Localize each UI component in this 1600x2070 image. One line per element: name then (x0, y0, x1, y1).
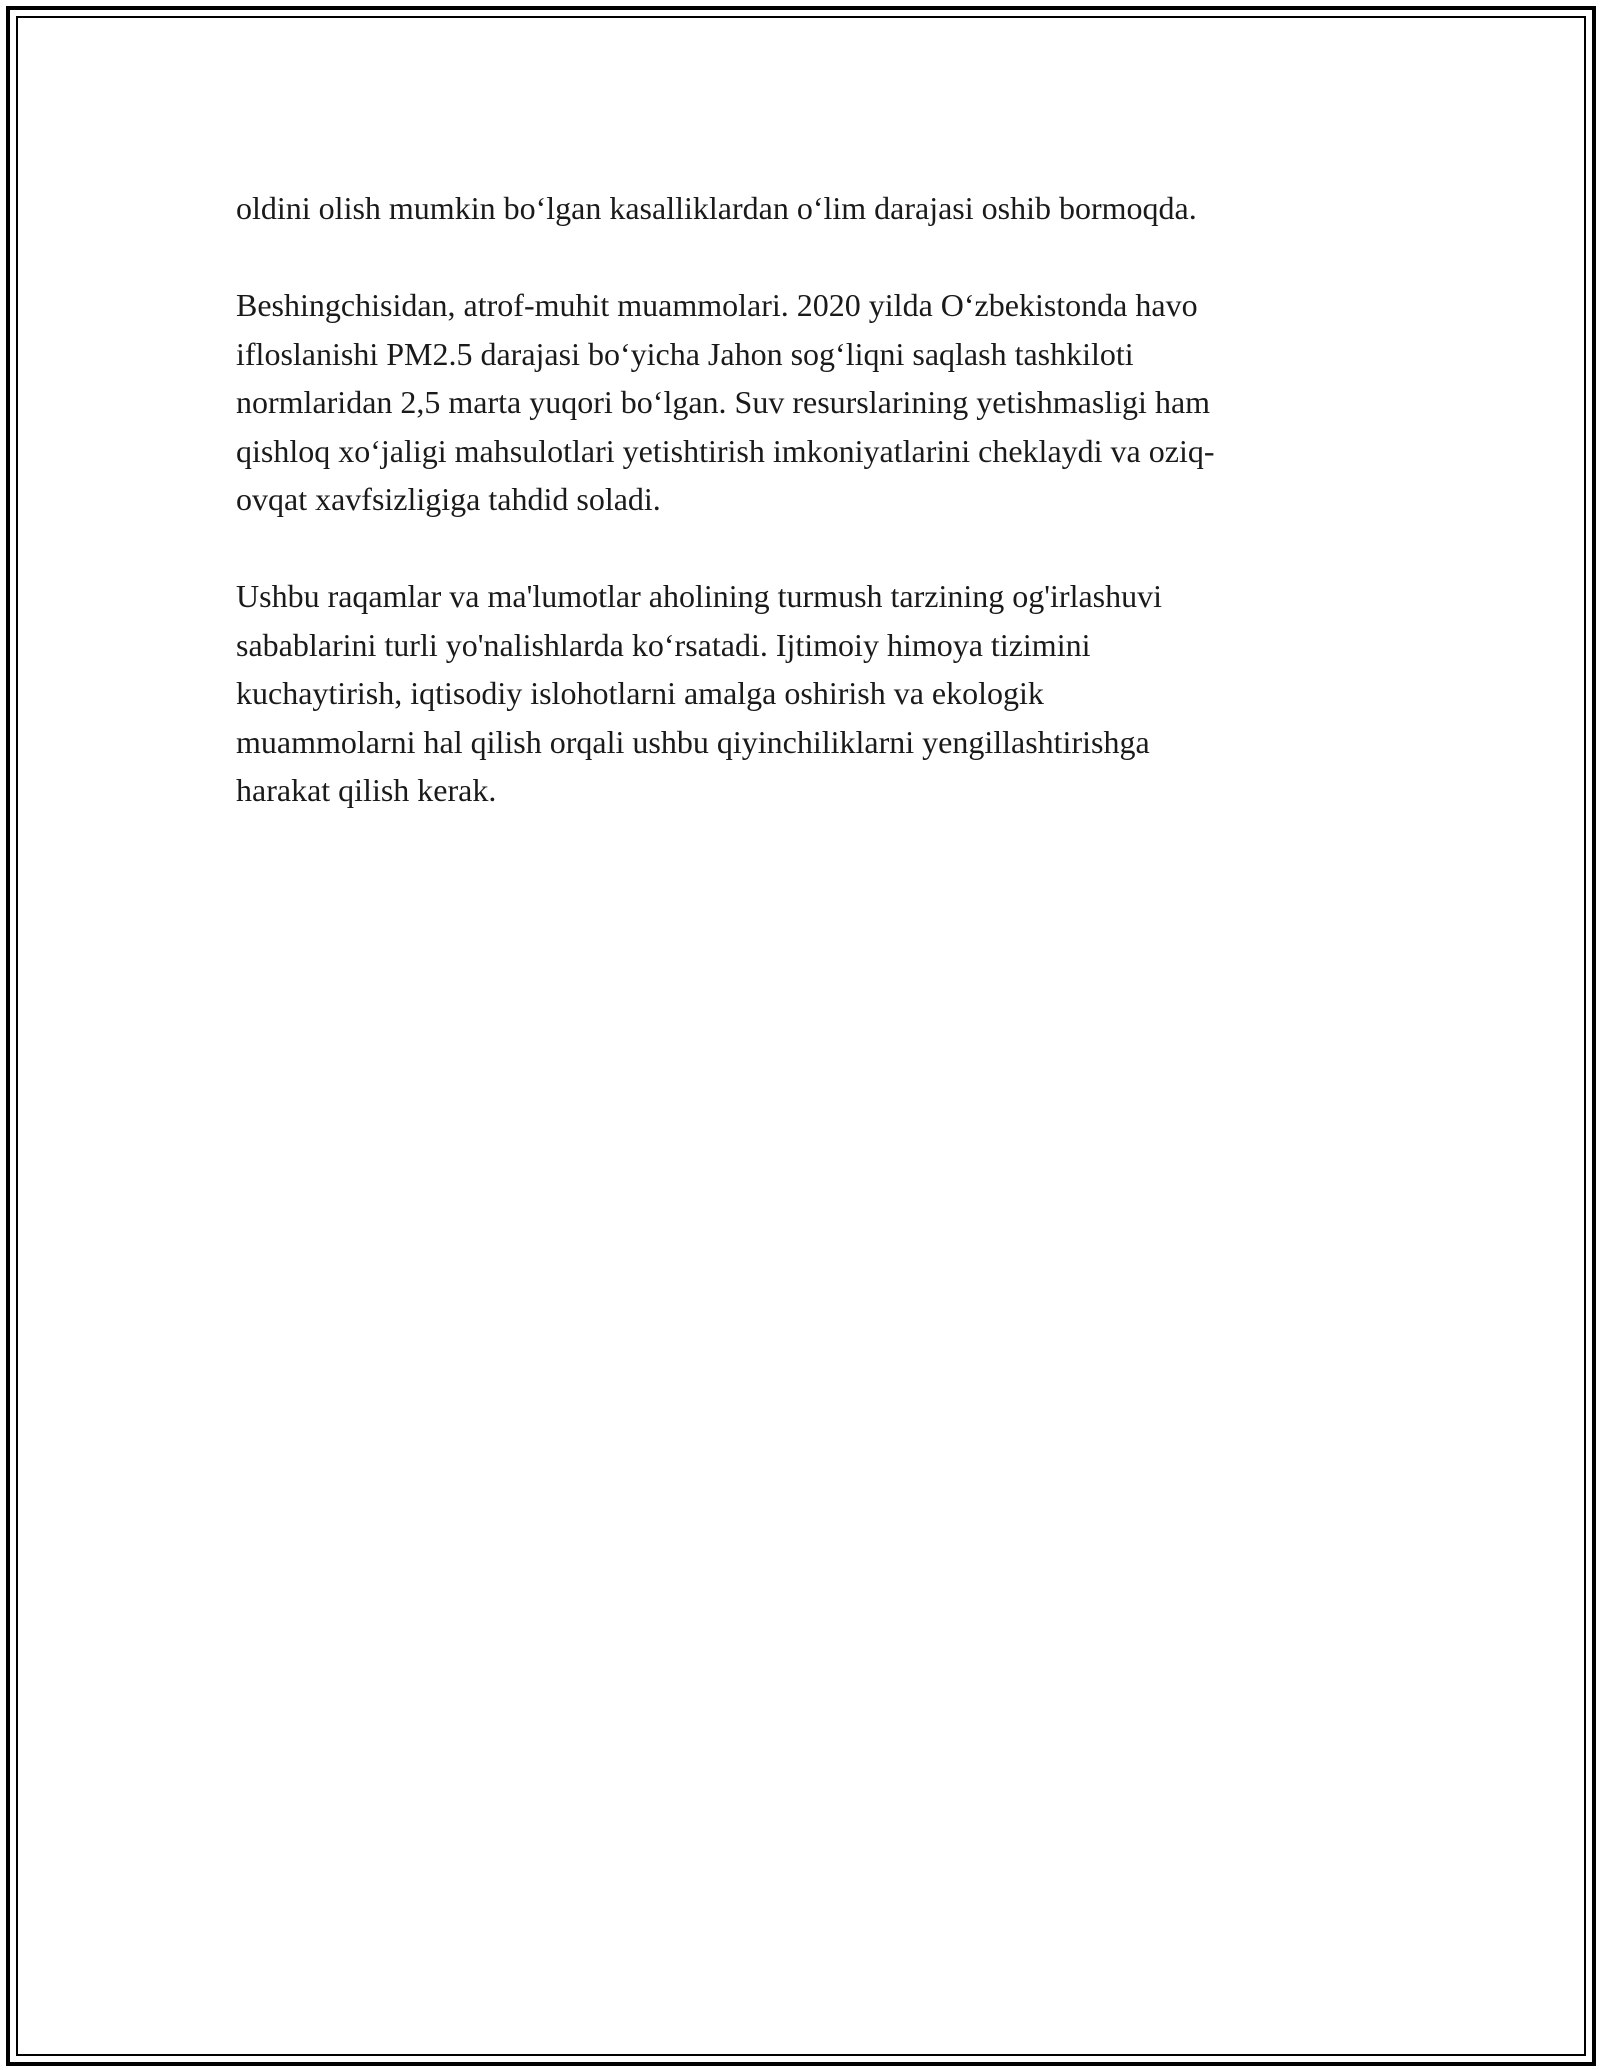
paragraph-line: sabablarini turli yo'nalishlarda ko‘rsatadi. Ijtimoiy himoya tizimini (236, 626, 1091, 663)
paragraph-line: harakat qilish kerak. (236, 772, 497, 808)
paragraph-line: ifloslanishi PM2.5 darajasi bo‘yicha Jahon sog‘liqni saqlash tashkiloti (236, 335, 1134, 372)
paragraph-1 (236, 184, 1386, 233)
paragraph-line: Beshingchisidan, atrof-muhit muammolari. 2020 yilda O‘zbekistonda havo (236, 287, 1198, 323)
paragraph-line: ovqat xavfsizligiga tahdid soladi. (236, 481, 661, 517)
paragraph-3 (236, 572, 1386, 815)
paragraph-line: muammolarni hal qilish orqali ushbu qiyinchiliklarni yengillashtirishga (236, 723, 1150, 760)
paragraph-line: oldini olish mumkin bo‘lgan kasalliklardan o‘lim darajasi oshib bormoqda. (236, 190, 1197, 226)
paragraph-line: normlaridan 2,5 marta yuqori bo‘lgan. Suv resurslarining yetishmasligi ham (236, 384, 1211, 420)
paragraph-line: Ushbu raqamlar va ma'lumotlar aholining turmush tarzining og'irlashuvi (236, 578, 1162, 614)
document-body (236, 184, 1386, 863)
paragraph-2 (236, 281, 1386, 524)
paragraph-line: qishloq xo‘jaligi mahsulotlari yetishtirish imkoniyatlarini cheklaydi va oziq- (236, 432, 1215, 469)
paragraph-line: kuchaytirish, iqtisodiy islohotlarni amalga oshirish va ekologik (236, 675, 1044, 711)
